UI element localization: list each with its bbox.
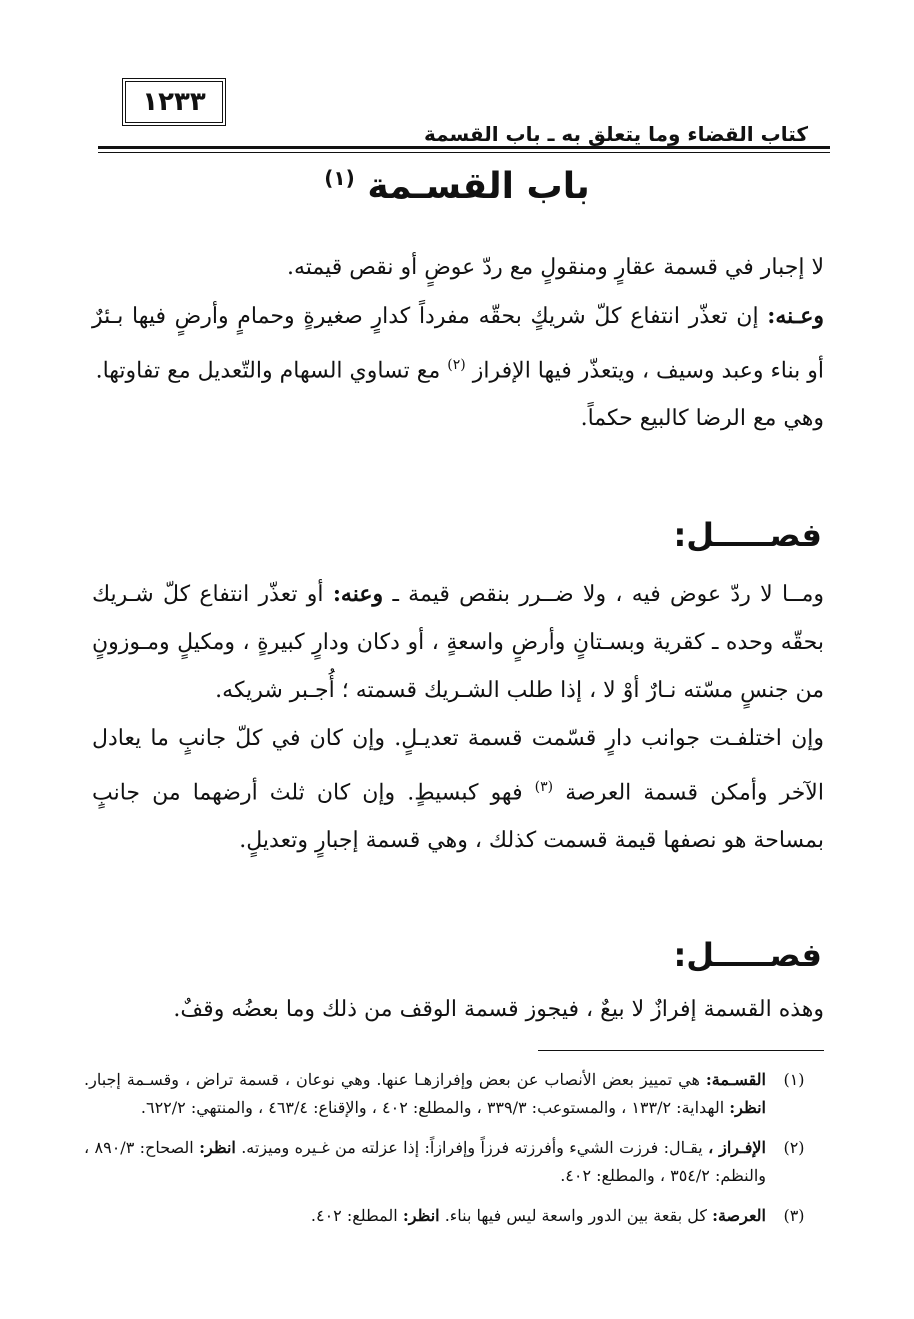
section-2-paragraph-1: وهذه القسمة إفرازٌ لا بيعٌ ، فيجوز قسمة الوقف من ذلك وما بعضُه وقفٌ. [173,997,824,1022]
section-heading-2: فصـــــل: [673,936,822,974]
footnote-text [84,1134,766,1190]
footnote-definition: يقـال: فرزت الشيء وأفرزته فرزاً وإفرازاً: إذا عزلته من غـيره وميزته. [241,1138,703,1157]
footnote-text [84,1066,766,1122]
footnote-text [84,1202,766,1230]
section-heading-1: فصـــــل: [673,516,822,554]
intro-paragraph-1: لا إجبار في قسمة عقارٍ ومنقولٍ مع ردّ عوضٍ أو نقص قيمته. [286,255,824,280]
footnotes [84,1066,822,1242]
section-1-paragraph-1 [92,570,824,715]
footnote-see-label: انظر: [729,1098,766,1117]
section-1-p2-text-a: وإن اختلفـت جوانب دارٍ قسّمت قسمة تعديـلٍ. وإن كان في كلّ جانبٍ ما يعادل الآخر وأمكن قسمة العرصة [92,726,824,806]
intro-p2-text-b: مع تساوي السهام والتّعديل مع تفاوتها. [95,358,441,384]
footnote-definition: كل بقعة بين الدور واسعة ليس فيها بناء. [444,1206,707,1225]
running-title: كتاب القضاء وما يتعلق به ـ باب القسمة [423,122,808,146]
chapter-title-text: باب القسـمة [367,166,590,207]
page-number-value: ١٢٣٣ [142,87,206,117]
header-rule [98,146,830,149]
footnote-see-label: انظر: [199,1138,236,1157]
intro-paragraph-2 [92,292,824,395]
footnote-term: القسـمة: [705,1070,766,1089]
section-1-block [92,570,824,865]
footnote-3 [84,1202,822,1230]
intro-p2-label: وعـنه: [767,303,824,329]
footnote-1 [84,1066,822,1122]
section-1-p2-footnote-ref: (٣) [534,779,554,795]
running-header [98,106,830,146]
footnote-references: الصحاح: ٨٩٠/٣ ، والنظم: ٣٥٤/٢ ، والمطلع: ٤٠٢. [84,1138,766,1185]
section-1-p2-text-b: فهو كبسيطٍ. وإن كان ثلث أرضهما من جانبٍ بمساحة هو نصفها قيمة قسمت كذلك ، وهي قسمة إجبارٍ وتعديلٍ. [92,780,824,854]
footnote-term: العرصة: [712,1206,766,1225]
chapter-footnote-ref: (١) [324,166,355,190]
footnote-see-label: انظر: [402,1206,440,1225]
intro-paragraph-3: وهي مع الرضا كالبيع حكماً. [580,406,824,432]
footnote-number: (١) [783,1070,805,1089]
footnote-number: (٢) [783,1138,805,1157]
footnote-term: الإفـراز ، [708,1138,767,1157]
header-rule-thin [98,152,830,153]
intro-p2-text-a: إن تعذّر انتفاع كلّ شريكٍ بحقّه مفرداً كدارٍ صغيرةٍ وحمامٍ وأرضٍ فيها بـئرٌ أو بناء وعبد وسيف ، ويتعذّر فيها الإفراز [92,304,824,384]
footnote-divider [538,1050,824,1051]
section-1-paragraph-2 [92,715,824,865]
section-2-block [92,986,824,1034]
intro-block [92,244,824,443]
section-1-p1-text-a: ومــا لا ردّ عوض فيه ، ولا ضــرر بنقص قيمة ـ [392,582,824,607]
footnote-references: المطلع: ٤٠٢. [310,1206,398,1225]
chapter-title [0,166,914,207]
footnote-definition: هي تمييز بعض الأنصاب عن بعض وإفرازهـا عنها. وهي نوعان ، قسمة تراض ، وقسـمة إجبار. [84,1070,700,1089]
footnote-number: (٣) [783,1206,805,1225]
footnote-2 [84,1134,822,1190]
intro-p2-footnote-ref: (٢) [447,357,466,373]
section-1-p1-text-b: أو تعذّر انتفاع كلّ شـريك بحقّه وحده ـ كقرية وبسـتانٍ وأرضٍ واسعةٍ ، أو دكان ودارٍ كبيرةٍ ، ومكيلٍ ومـوزونٍ من جنسٍ مسّته نـارٌ أوْ لا ، إذا طلب الشـريك قسمته ؛ أُجـبر شريكه. [92,582,824,703]
footnote-references: الهداية: ١٣٣/٢ ، والمستوعب: ٣٣٩/٣ ، والمطلع: ٤٠٢ ، والإقناع: ٤٦٣/٤ ، والمنتهي: ٦٢٢/٢. [140,1098,725,1117]
section-1-p1-label: وعنه: [332,581,384,607]
